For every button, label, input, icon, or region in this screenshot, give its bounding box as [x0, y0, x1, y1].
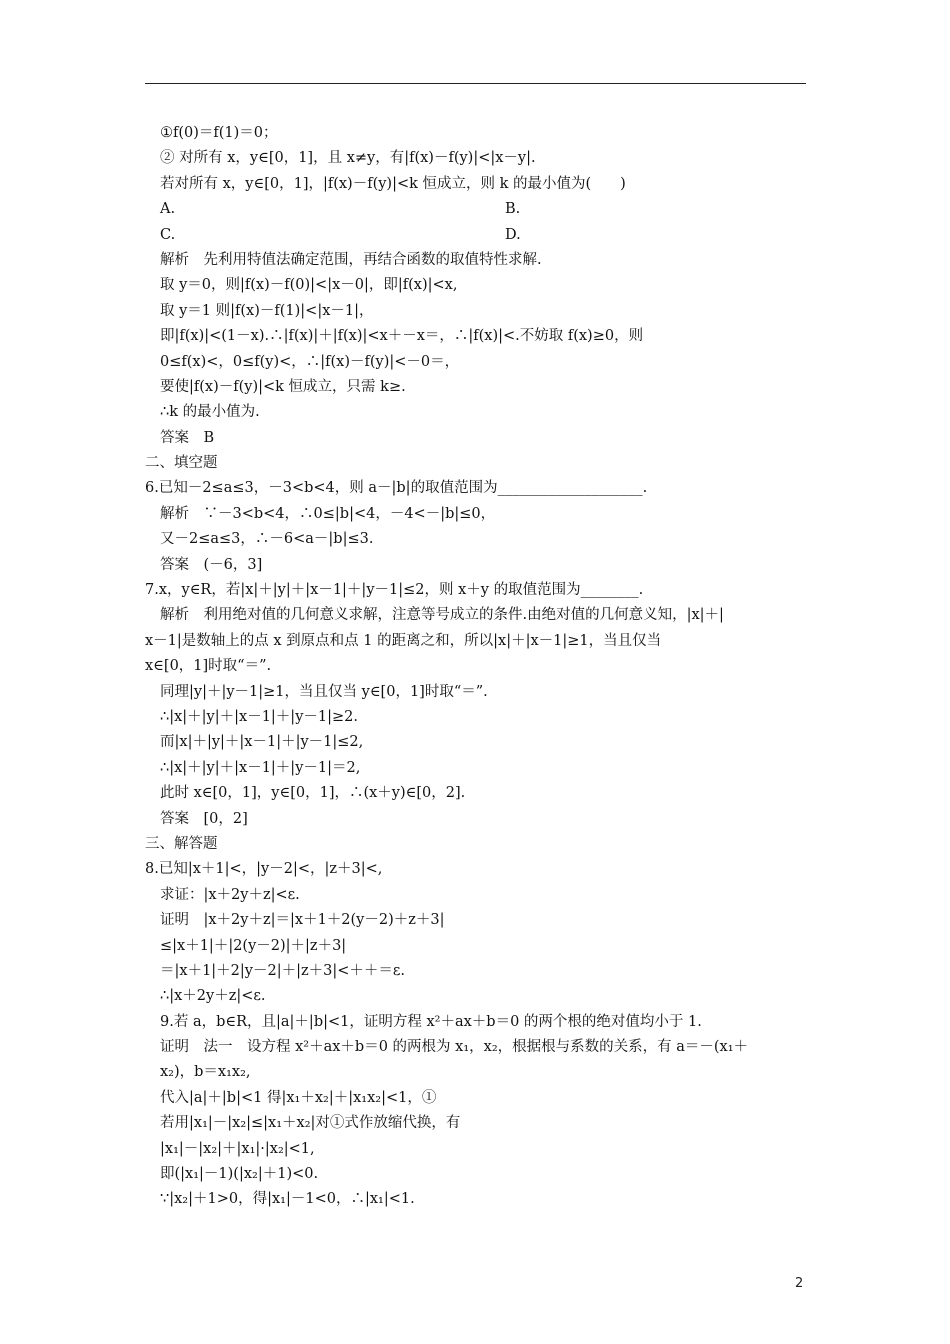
- analysis-line: 即|f(x)|<(1－x).∴|f(x)|＋|f(x)|<x＋－x＝，∴|f(x)|<.不妨取 f(x)≥0，则: [160, 328, 644, 345]
- answer-line: 答案 (－6，3]: [160, 556, 263, 573]
- header-rule: [145, 83, 806, 84]
- analysis-line: 解析 ∵－3<b<4，∴0≤|b|<4，－4<－|b|≤0，: [160, 505, 496, 522]
- question-stem: 若对所有 x，y∈[0，1]，|f(x)－f(y)|<k 恒成立，则 k 的最小值为( ): [160, 175, 626, 192]
- analysis-line: 取 y＝0，则|f(x)－f(0)|<|x－0|，即|f(x)|<x,: [160, 277, 458, 294]
- condition-1: ①f(0)＝f(1)＝0；: [160, 125, 278, 141]
- proof-line: 若用|x₁|－|x₂|≤|x₁＋x₂|对①式作放缩代换，有: [160, 1115, 461, 1132]
- question-7: 7.x，y∈R，若|x|＋|y|＋|x－1|＋|y－1|≤2，则 x＋y 的取值范围为________.: [145, 582, 644, 599]
- section-heading: 二、填空题: [145, 455, 218, 472]
- proof-line: 证明 |x＋2y＋z|＝|x＋1＋2(y－2)＋z＋3|: [160, 912, 445, 929]
- page-number: 2: [795, 1276, 804, 1291]
- proof-line: ≤|x＋1|＋|2(y－2)|＋|z＋3|: [160, 937, 347, 954]
- option-d: D.: [505, 226, 521, 243]
- proof-line: 即(|x₁|－1)(|x₂|＋1)<0.: [160, 1166, 319, 1183]
- analysis-line: 解析 先利用特值法确定范围，再结合函数的取值特性求解.: [160, 251, 542, 268]
- analysis-line: 此时 x∈[0，1]，y∈[0，1]，∴(x＋y)∈[0，2].: [160, 785, 466, 802]
- option-c: C.: [160, 226, 176, 243]
- condition-2: ② 对所有 x，y∈[0，1]，且 x≠y，有|f(x)－f(y)|<|x－y|.: [160, 150, 536, 167]
- question-6: 6.已知－2≤a≤3，－3<b<4，则 a－|b|的取值范围为____________________.: [145, 480, 648, 497]
- proof-line: 证明 法一 设方程 x²＋ax＋b＝0 的两根为 x₁，x₂，根据根与系数的关系，有 a＝－(x₁＋: [160, 1039, 749, 1056]
- analysis-line: ∴|x|＋|y|＋|x－1|＋|y－1|＝2,: [160, 759, 361, 776]
- proof-line: 求证：|x＋2y＋z|<ε.: [160, 886, 300, 903]
- analysis-line: 0≤f(x)<，0≤f(y)<，∴|f(x)－f(y)|<－0＝，: [160, 353, 460, 370]
- proof-line: x₂)，b＝x₁x₂,: [160, 1064, 251, 1081]
- answer-line: 答案 B: [160, 429, 215, 446]
- proof-line: |x₁|－|x₂|＋|x₁|·|x₂|<1,: [160, 1140, 315, 1157]
- proof-line: ∴|x＋2y＋z|<ε.: [160, 988, 266, 1005]
- analysis-line: ∴|x|＋|y|＋|x－1|＋|y－1|≥2.: [160, 708, 358, 725]
- proof-line: ∵|x₂|＋1>0，得|x₁|－1<0，∴|x₁|<1.: [160, 1191, 415, 1208]
- analysis-line: 同理|y|＋|y－1|≥1，当且仅当 y∈[0，1]时取“＝”.: [160, 683, 488, 700]
- analysis-line: x∈[0，1]时取“＝”.: [145, 658, 272, 675]
- analysis-line: x－1|是数轴上的点 x 到原点和点 1 的距离之和，所以|x|＋|x－1|≥1，当且仅当: [145, 632, 662, 649]
- options-row-ab: [145, 197, 806, 222]
- analysis-line: ∴k 的最小值为.: [160, 404, 260, 421]
- option-b: B.: [505, 201, 521, 218]
- option-a: A.: [160, 201, 176, 218]
- proof-line: ＝|x＋1|＋2|y－2|＋|z＋3|<＋＋＝ε.: [160, 962, 405, 979]
- analysis-line: 取 y＝1 则|f(x)－f(1)|<|x－1|，: [160, 302, 374, 319]
- question-8: 8.已知|x＋1|<，|y－2|<，|z＋3|<,: [145, 861, 383, 878]
- document-body: [145, 121, 806, 1213]
- analysis-line: 要使|f(x)－f(y)|<k 恒成立，只需 k≥.: [160, 378, 406, 395]
- section-heading: 三、解答题: [145, 835, 218, 852]
- analysis-line: 又－2≤a≤3，∴－6<a－|b|≤3.: [160, 531, 374, 548]
- question-9: 9.若 a，b∈R，且|a|＋|b|<1，证明方程 x²＋ax＋b＝0 的两个根的绝对值均小于 1.: [160, 1013, 702, 1030]
- analysis-line: 而|x|＋|y|＋|x－1|＋|y－1|≤2,: [160, 734, 364, 751]
- answer-line: 答案 [0，2]: [160, 810, 248, 827]
- options-row-cd: [145, 223, 806, 248]
- analysis-line: 解析 利用绝对值的几何意义求解，注意等号成立的条件.由绝对值的几何意义知，|x|＋|: [160, 607, 724, 624]
- proof-line: 代入|a|＋|b|<1 得|x₁＋x₂|＋|x₁x₂|<1，①: [160, 1089, 437, 1106]
